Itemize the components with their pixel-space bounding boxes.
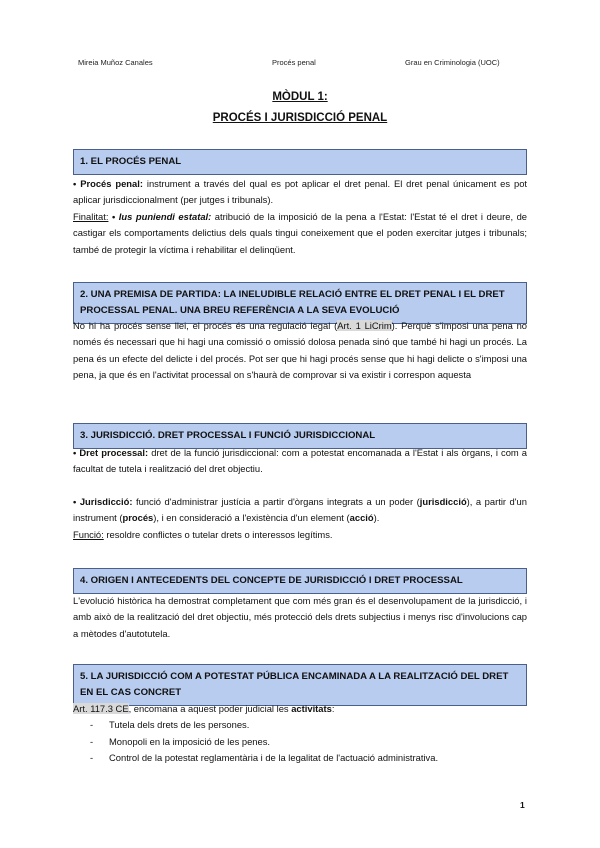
- module-subtitle: PROCÉS I JURISDICCIÓ PENAL: [212, 112, 388, 124]
- term-proces-penal: Procés penal:: [80, 178, 143, 189]
- funcio-label: Funció:: [73, 528, 104, 540]
- bullet-jurisdiccio: • Jurisdicció: funció d'administrar justícia a partir d'òrgans integrats a un poder (jurisdicció), a partir d'un instrument (procés), i en consideració a l'existència d'un element (acció).: [73, 495, 527, 524]
- paragraph-premisa: No hi ha procés sense llei, el procés és una regulació legal (Art. 1 LiCrim). Perquè s'imposi una pena no només és necessari que hi hagi una comissió o omissió dolosa penada sinó que també hi hagi un procés. La pena és un efecte del delicte i del procés. Pot ser que hi hagi procés sense que hi hagi delicte o s'imposi una pena, ja que és en l'activitat processal on s'haurà de comprovar si va existir i correspon aquesta: [73, 320, 527, 381]
- section-body-5: [73, 701, 527, 767]
- section-heading-4: 4. ORIGEN I ANTECEDENTS DEL CONCEPTE DE JURISDICCIÓ I DRET PROCESSAL: [73, 568, 527, 594]
- bullet-dret-processal: • Dret processal: dret de la funció jurisdiccional: com a potestat encomanada a l'Estat i als òrgans, i com a facultat de tutela i realització del dret objectiu.: [73, 447, 528, 475]
- bullet-symbol: •: [73, 447, 77, 458]
- header-degree: Grau en Criminologia (UOC): [405, 58, 500, 67]
- finalitat-paragraph: [73, 209, 527, 258]
- section-body-1: [73, 176, 527, 258]
- paragraph-origen: L'evolució històrica ha demostrat completament que com més gran és el desenvolupament de la jurisdicció, i amb això de la realització del dret objectiu, més protecció dels drets subjectius i menys risc d'involucions cap a mètodes d'autotutela.: [73, 595, 527, 639]
- term-jurisdiccio: Jurisdicció:: [79, 495, 133, 507]
- section-heading-1: 1. EL PROCÉS PENAL: [73, 149, 527, 175]
- paragraph-activitats: Art. 117.3 CE, encomana a aquest poder judicial les activitats:: [73, 703, 335, 714]
- section-body-4: [73, 593, 527, 642]
- reference-art1-licrim: Art. 1 LiCrim: [337, 320, 392, 331]
- bullet-symbol: •: [111, 210, 116, 222]
- list-item: - Tutela dels drets de les persones.: [73, 717, 527, 733]
- finalitat-label: Finalitat:: [73, 210, 109, 222]
- list-item: - Control de la potestat reglamentària i de la legalitat de l'actuació administrativa.: [73, 750, 527, 766]
- list-item: - Monopoli en la imposició de les penes.: [73, 734, 527, 750]
- funcio-paragraph: Funció: resoldre conflictes o tutelar drets o interessos legítims.: [73, 528, 333, 540]
- section-heading-3: 3. JURISDICCIÓ. DRET PROCESSAL I FUNCIÓ JURISDICCIONAL: [73, 423, 527, 449]
- header-author: Mireia Muñoz Canales: [78, 58, 153, 67]
- module-title: MÒDUL 1:: [272, 91, 328, 103]
- section-heading-2: 2. UNA PREMISA DE PARTIDA: LA INELUDIBLE RELACIÓ ENTRE EL DRET PENAL I EL DRET PROCESSAL PENAL. UNA BREU REFERÈNCIA A LA SEVA EVOLUCIÓ: [73, 282, 527, 324]
- activitats-list: [73, 717, 527, 766]
- section-body-3: [73, 445, 527, 543]
- header-subject: Procés penal: [272, 58, 316, 67]
- bullet-symbol: •: [73, 495, 77, 507]
- page-number: 1: [520, 800, 525, 810]
- section-body-2: [73, 318, 527, 384]
- section-heading-5: 5. LA JURISDICCIÓ COM A POTESTAT PÚBLICA ENCAMINADA A LA REALITZACIÓ DEL DRET EN EL CAS CONCRET: [73, 664, 527, 706]
- reference-art117-ce: Art. 117.3 CE: [73, 703, 129, 714]
- bullet-symbol: •: [73, 178, 77, 189]
- term-dret-processal: Dret processal:: [79, 447, 149, 458]
- bullet-proces-penal: [73, 176, 527, 209]
- term-ius-puniendi: Ius puniendi estatal:: [118, 210, 212, 222]
- definition-proces-penal: instrument a través del qual es pot aplicar el dret penal. El dret penal únicament es pot aplicar jurisdiccionalment (per jutges i tribunals).: [73, 178, 528, 206]
- finalitat-text: atribució de la imposició de la pena a l'Estat: l'Estat té el dret i deure, de castigar els comportaments delictius dels quals tingui coneixement que el poden exercitar jutges i tribunals; també de protegir la víctima i rehabilitar el delinqüent.: [73, 210, 528, 255]
